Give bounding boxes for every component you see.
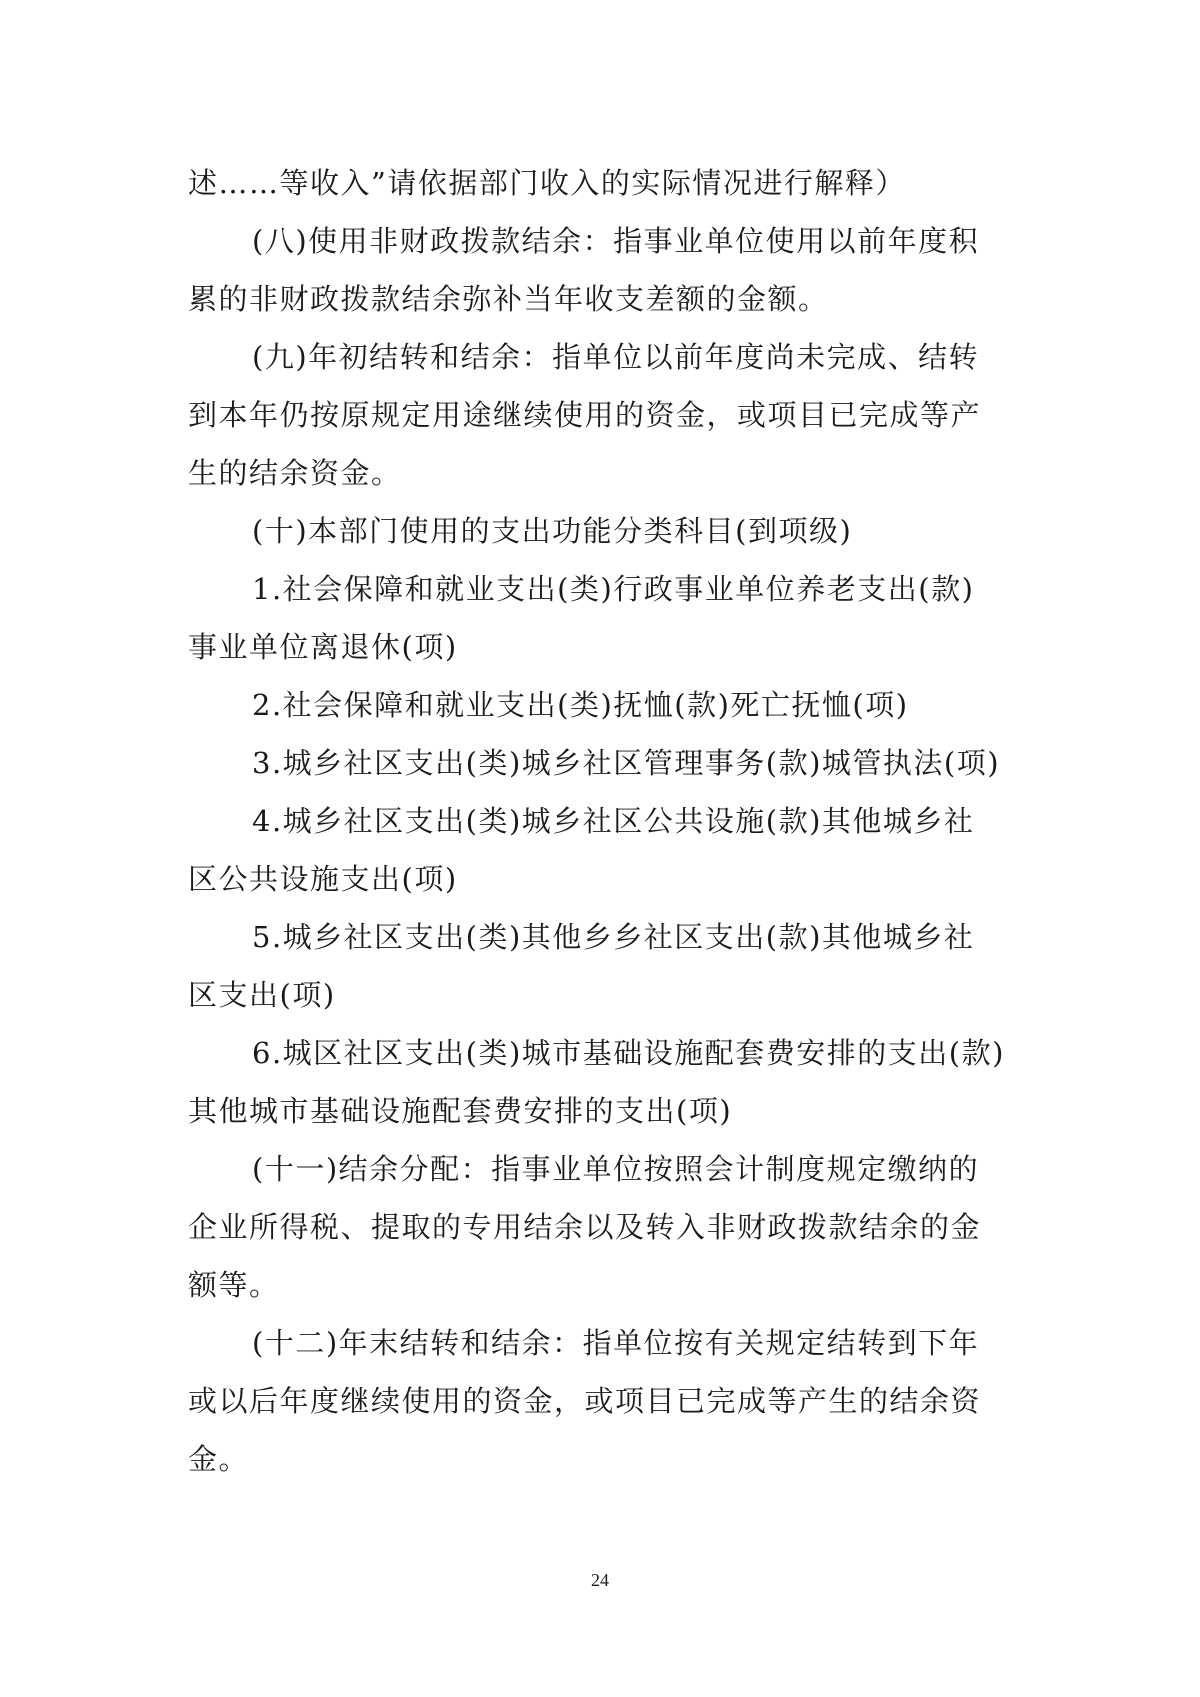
text-line: 或以后年度继续使用的资金，或项目已完成等产生的结余资 (188, 1384, 982, 1418)
paragraph-start-line: (十一)结余分配：指事业单位按照会计制度规定缴纳的 (252, 1152, 980, 1186)
page-number: 24 (591, 1570, 609, 1590)
list-item-line: 3.城乡社区支出(类)城乡社区管理事务(款)城管执法(项) (252, 746, 1001, 780)
text-line: 述……等收入”请依据部门收入的实际情况进行解释） (188, 166, 906, 200)
text-line: 额等。 (188, 1268, 280, 1302)
paragraph-start-line: (八)使用非财政拨款结余：指事业单位使用以前年度积 (252, 224, 980, 258)
text-line: 区公共设施支出(项) (188, 862, 458, 896)
text-line: 金。 (188, 1442, 250, 1476)
text-line: 生的结余资金。 (188, 456, 402, 490)
text-line: 到本年仍按原规定用途继续使用的资金，或项目已完成等产 (188, 398, 982, 432)
section-heading-line: (十)本部门使用的支出功能分类科目(到项级) (252, 514, 853, 548)
text-line: 其他城市基础设施配套费安排的支出(项) (188, 1094, 733, 1128)
text-line: 区支出(项) (188, 978, 336, 1012)
list-item-line: 6.城区社区支出(类)城市基础设施配套费安排的支出(款) (252, 1036, 1005, 1070)
list-item-line: 5.城乡社区支出(类)其他乡乡社区支出(款)其他城乡社 (252, 920, 975, 954)
text-line: 事业单位离退休(项) (188, 630, 458, 664)
paragraph-start-line: (十二)年末结转和结余：指单位按有关规定结转到下年 (252, 1326, 980, 1360)
paragraph-start-line: (九)年初结转和结余：指单位以前年度尚未完成、结转 (252, 340, 980, 374)
list-item-line: 4.城乡社区支出(类)城乡社区公共设施(款)其他城乡社 (252, 804, 975, 838)
list-item-line: 1.社会保障和就业支出(类)行政事业单位养老支出(款) (252, 572, 975, 606)
list-item-line: 2.社会保障和就业支出(类)抚恤(款)死亡抚恤(项) (252, 688, 909, 722)
text-line: 企业所得税、提取的专用结余以及转入非财政拨款结余的金 (188, 1210, 982, 1244)
text-line: 累的非财政拨款结余弥补当年收支差额的金额。 (188, 282, 829, 316)
